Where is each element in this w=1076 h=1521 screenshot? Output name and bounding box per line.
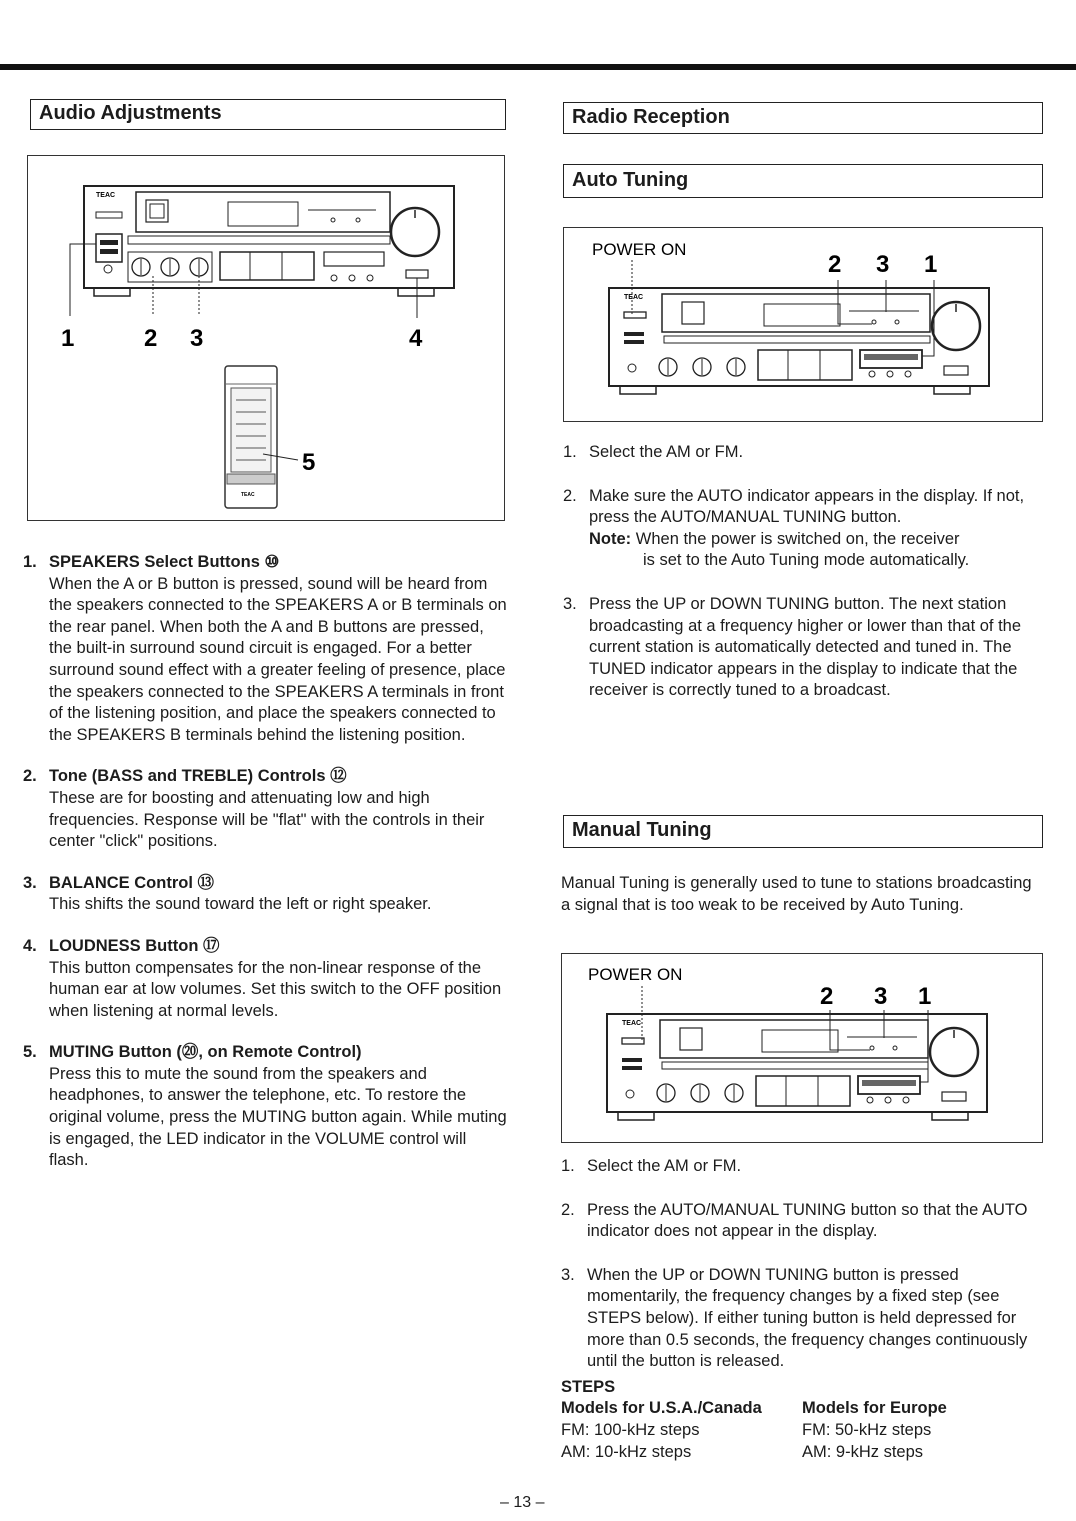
steps-table xyxy=(561,1398,1043,1463)
manual-tuning-intro: Manual Tuning is generally used to tune to stations broadcasting a signal that is too weak to be received by Auto Tuning. xyxy=(561,874,1032,914)
step-number: 1. xyxy=(561,1157,575,1175)
item-body: When the A or B button is pressed, sound will be heard from the speakers connected to the SPEAKERS A or B terminals on the rear panel. When both the A and B buttons are pressed, the built-in surround sound circuit is engaged. For a better surround sound effect with a greater feeling of presence, place the speakers connected to the SPEAKERS A terminals in front of the listening position, and place the speakers connected to the SPEAKERS B terminals behind the listening position. xyxy=(49,574,507,744)
steps-europe-column xyxy=(802,1398,1043,1463)
audio-figure xyxy=(27,155,505,521)
audio-item-5 xyxy=(23,1042,508,1172)
power-on-label: POWER ON xyxy=(592,240,687,259)
item-title: LOUDNESS Button xyxy=(49,936,199,955)
callout-1: 1 xyxy=(918,983,932,1010)
auto-step-3 xyxy=(563,594,1043,702)
item-number: 4. xyxy=(23,936,37,955)
auto-tuning-header: Auto Tuning xyxy=(563,164,1043,198)
step-text: Press the AUTO/MANUAL TUNING button so that the AUTO indicator does not appear in the display. xyxy=(587,1200,1028,1241)
step-text: Select the AM or FM. xyxy=(589,443,744,461)
item-ref: ⑰ xyxy=(203,936,220,955)
item-ref: ⑩ xyxy=(264,553,280,571)
item-title: SPEAKERS Select Buttons xyxy=(49,553,260,571)
callout-1: 1 xyxy=(61,325,75,352)
audio-item-3 xyxy=(23,873,508,916)
step-number: 3. xyxy=(563,594,577,613)
steps-europe-title: Models for Europe xyxy=(802,1399,947,1418)
manual-tuning-steps xyxy=(561,1156,1043,1463)
auto-step-1 xyxy=(563,442,1043,464)
item-number: 3. xyxy=(23,873,37,892)
audio-item-1 xyxy=(23,552,508,746)
audio-items-list xyxy=(23,552,508,1172)
manual-step-1 xyxy=(561,1156,1043,1178)
item-number: 1. xyxy=(23,553,37,571)
steps-usa-title: Models for U.S.A./Canada xyxy=(561,1399,762,1418)
manual-tuning-header: Manual Tuning xyxy=(563,815,1043,848)
manual-step-2 xyxy=(561,1200,1043,1243)
steps-usa-am: AM: 10-kHz steps xyxy=(561,1442,692,1461)
step-text: Make sure the AUTO indicator appears in the display. If not, press the AUTO/MANUAL TUNING button. xyxy=(589,486,1025,527)
callout-1: 1 xyxy=(924,251,938,278)
note-label: Note: xyxy=(589,529,632,548)
svg-text:TEAC: TEAC xyxy=(624,294,644,301)
note-text-first: When the power is switched on, the receiver xyxy=(635,529,960,548)
steps-europe-fm: FM: 50-kHz steps xyxy=(802,1420,932,1439)
item-title: MUTING Button (⑳, on Remote Control) xyxy=(49,1043,362,1062)
item-body: This button compensates for the non-linear response of the human ear at low volumes. Set this switch to the OFF position when listening at normal levels. xyxy=(49,958,502,1020)
callout-2: 2 xyxy=(820,983,834,1010)
item-ref: ⑫ xyxy=(330,767,347,786)
callout-3: 3 xyxy=(876,251,890,278)
step-number: 3. xyxy=(561,1265,575,1284)
item-title: BALANCE Control xyxy=(49,873,193,892)
remote-control-illustration xyxy=(225,366,298,508)
page-number: – 13 – xyxy=(500,1494,545,1511)
svg-text:TEAC: TEAC xyxy=(241,492,255,498)
item-number: 2. xyxy=(23,767,37,786)
receiver-front-panel-illustration xyxy=(28,156,503,519)
item-number: 5. xyxy=(23,1043,37,1062)
receiver-manual-tuning-illustration xyxy=(562,954,1041,1141)
item-title: Tone (BASS and TREBLE) Controls xyxy=(49,767,326,786)
radio-reception-header: Radio Reception xyxy=(563,102,1043,134)
step-text: Press the UP or DOWN TUNING button. The next station broadcasting at a frequency higher or lower than that of the current station is automatically detected and tuned in. The TUNED indicator appears in the display to indicate that the receiver is correctly tuned to a broadcast. xyxy=(589,594,1022,700)
steps-usa-column xyxy=(561,1398,802,1463)
callout-2: 2 xyxy=(828,251,842,278)
top-rule xyxy=(0,64,1076,70)
auto-tuning-figure xyxy=(563,227,1043,422)
steps-europe-am: AM: 9-kHz steps xyxy=(802,1442,924,1461)
callout-3: 3 xyxy=(190,325,204,352)
power-on-label: POWER ON xyxy=(588,965,683,984)
note-text-rest: is set to the Auto Tuning mode automatically. xyxy=(643,551,970,570)
step-text: When the UP or DOWN TUNING button is pressed momentarily, the frequency changes by a fixed step (see STEPS below). If either tuning button is held depressed for more than 0.5 seconds, the frequency changes continuously until the button is released. xyxy=(587,1265,1028,1371)
callout-5: 5 xyxy=(302,449,316,476)
audio-item-4 xyxy=(23,936,508,1022)
item-body: This shifts the sound toward the left or right speaker. xyxy=(49,895,432,914)
steps-usa-fm: FM: 100-kHz steps xyxy=(561,1420,700,1439)
step-number: 1. xyxy=(563,443,577,461)
brand-logo: TEAC xyxy=(96,192,116,199)
callout-3: 3 xyxy=(874,983,888,1010)
audio-adjustments-header: Audio Adjustments xyxy=(30,99,506,130)
item-ref: ⑬ xyxy=(197,873,214,892)
audio-item-2 xyxy=(23,766,508,852)
auto-step-2 xyxy=(563,486,1043,572)
steps-title: STEPS xyxy=(561,1377,616,1396)
auto-tuning-steps xyxy=(563,442,1043,702)
item-body: Press this to mute the sound from the speakers and headphones, to answer the telephone, etc. To restore the original volume, press the MUTING button again. While muting is engaged, the LED indicator in the VOLUME control will flash. xyxy=(49,1064,507,1170)
manual-tuning-figure xyxy=(561,953,1043,1143)
step-note xyxy=(589,529,1043,551)
step-number: 2. xyxy=(563,486,577,505)
step-text: Select the AM or FM. xyxy=(587,1157,742,1175)
callout-4: 4 xyxy=(409,325,423,352)
svg-text:TEAC: TEAC xyxy=(622,1020,642,1027)
step-number: 2. xyxy=(561,1200,575,1219)
item-body: These are for boosting and attenuating low and high frequencies. Response will be "flat" with the controls in their center "click" positions. xyxy=(49,788,485,851)
receiver-auto-tuning-illustration xyxy=(564,228,1041,420)
callout-2: 2 xyxy=(144,325,158,352)
manual-step-3 xyxy=(561,1265,1043,1373)
